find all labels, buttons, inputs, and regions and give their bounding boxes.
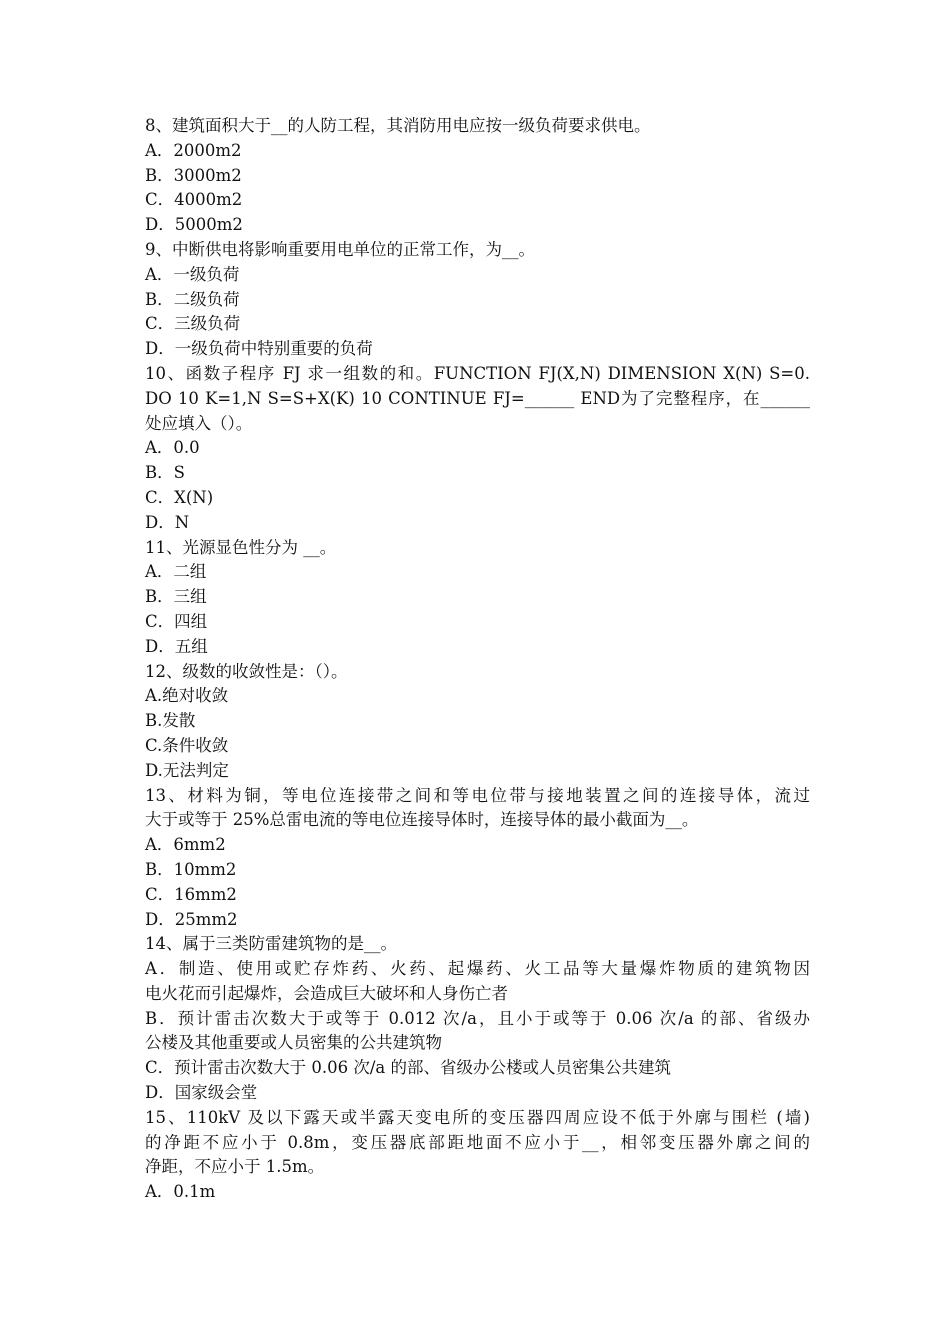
question-14 xyxy=(145,932,810,1106)
option: C．三级负荷 xyxy=(145,314,241,334)
option: B．三组 xyxy=(145,587,207,607)
option: D．N xyxy=(145,512,190,532)
question-stem: 13、材料为铜，等电位连接带之间和等电位带与接地装置之间的连接导体，流过 xyxy=(145,785,810,805)
option: C.条件收敛 xyxy=(145,735,229,755)
option: C．4000m2 xyxy=(145,190,243,210)
option: C．预计雷击次数大于 0.06 次/a 的部、省级办公楼或人员密集公共建筑 xyxy=(145,1058,671,1078)
question-stem: 8、建筑面积大于__的人防工程，其消防用电应按一级负荷要求供电。 xyxy=(145,116,651,135)
option: B．10mm2 xyxy=(145,859,237,879)
option: A．制造、使用或贮存炸药、火药、起爆药、火工品等大量爆炸物质的建筑物因 xyxy=(145,959,810,979)
option: D．25mm2 xyxy=(145,909,238,929)
question-stem: 10、函数子程序 FJ 求一组数的和。FUNCTION FJ(X,N) DIMENSION X(N) S=0. xyxy=(145,363,810,383)
question-10 xyxy=(145,362,810,536)
option: D．五组 xyxy=(145,636,208,656)
option: 公楼及其他重要或人员密集的公共建筑物 xyxy=(145,1033,442,1053)
option: 电火花而引起爆炸，会造成巨大破坏和人身伤亡者 xyxy=(145,983,508,1003)
option: B．S xyxy=(145,463,185,483)
question-stem: 9、中断供电将影响重要用电单位的正常工作，为__。 xyxy=(145,239,535,259)
question-stem: 的净距不应小于 0.8m，变压器底部距地面不应小于__，相邻变压器外廓之间的 xyxy=(145,1132,810,1152)
question-stem: 处应填入（）。 xyxy=(145,413,253,433)
question-stem: 净距，不应小于 1.5m。 xyxy=(145,1157,325,1177)
question-stem: 11、光源显色性分为 __。 xyxy=(145,537,337,557)
option: C．16mm2 xyxy=(145,884,237,904)
option: C．X(N) xyxy=(145,487,214,507)
option: B．3000m2 xyxy=(145,165,242,185)
option: A.绝对收敛 xyxy=(145,686,229,706)
question-8 xyxy=(145,114,810,238)
question-stem: 14、属于三类防雷建筑物的是__。 xyxy=(145,934,397,954)
document-page xyxy=(145,114,810,1205)
option: A．二组 xyxy=(145,562,207,582)
option: D．5000m2 xyxy=(145,215,243,235)
option: D.无法判定 xyxy=(145,760,229,780)
question-stem: 大于或等于 25%总雷电流的等电位连接导体时，连接导体的最小截面为__。 xyxy=(145,810,699,830)
question-stem: DO 10 K=1,N S=S+X(K) 10 CONTINUE FJ=______ END为了完整程序，在______ xyxy=(145,388,810,408)
option: A．0.1m xyxy=(145,1182,216,1202)
question-11 xyxy=(145,536,810,660)
option: C．四组 xyxy=(145,611,208,631)
option: A．一级负荷 xyxy=(145,264,240,284)
question-15 xyxy=(145,1106,810,1205)
option: B.发散 xyxy=(145,711,196,731)
option: A．6mm2 xyxy=(145,835,226,855)
option: B．预计雷击次数大于或等于 0.012 次/a，且小于或等于 0.06 次/a 的部、省级办 xyxy=(145,1008,810,1028)
question-12 xyxy=(145,660,810,784)
option: D．一级负荷中特别重要的负荷 xyxy=(145,339,373,359)
question-stem: 15、110kV 及以下露天或半露天变电所的变压器四周应设不低于外廓与围栏 (墙) xyxy=(145,1107,810,1127)
option: D．国家级会堂 xyxy=(145,1083,258,1103)
question-9 xyxy=(145,238,810,362)
option: A．0.0 xyxy=(145,438,200,458)
question-stem: 12、级数的收敛性是：（）。 xyxy=(145,661,348,681)
option: B．二级负荷 xyxy=(145,289,240,309)
question-13 xyxy=(145,784,810,933)
option: A．2000m2 xyxy=(145,140,242,160)
